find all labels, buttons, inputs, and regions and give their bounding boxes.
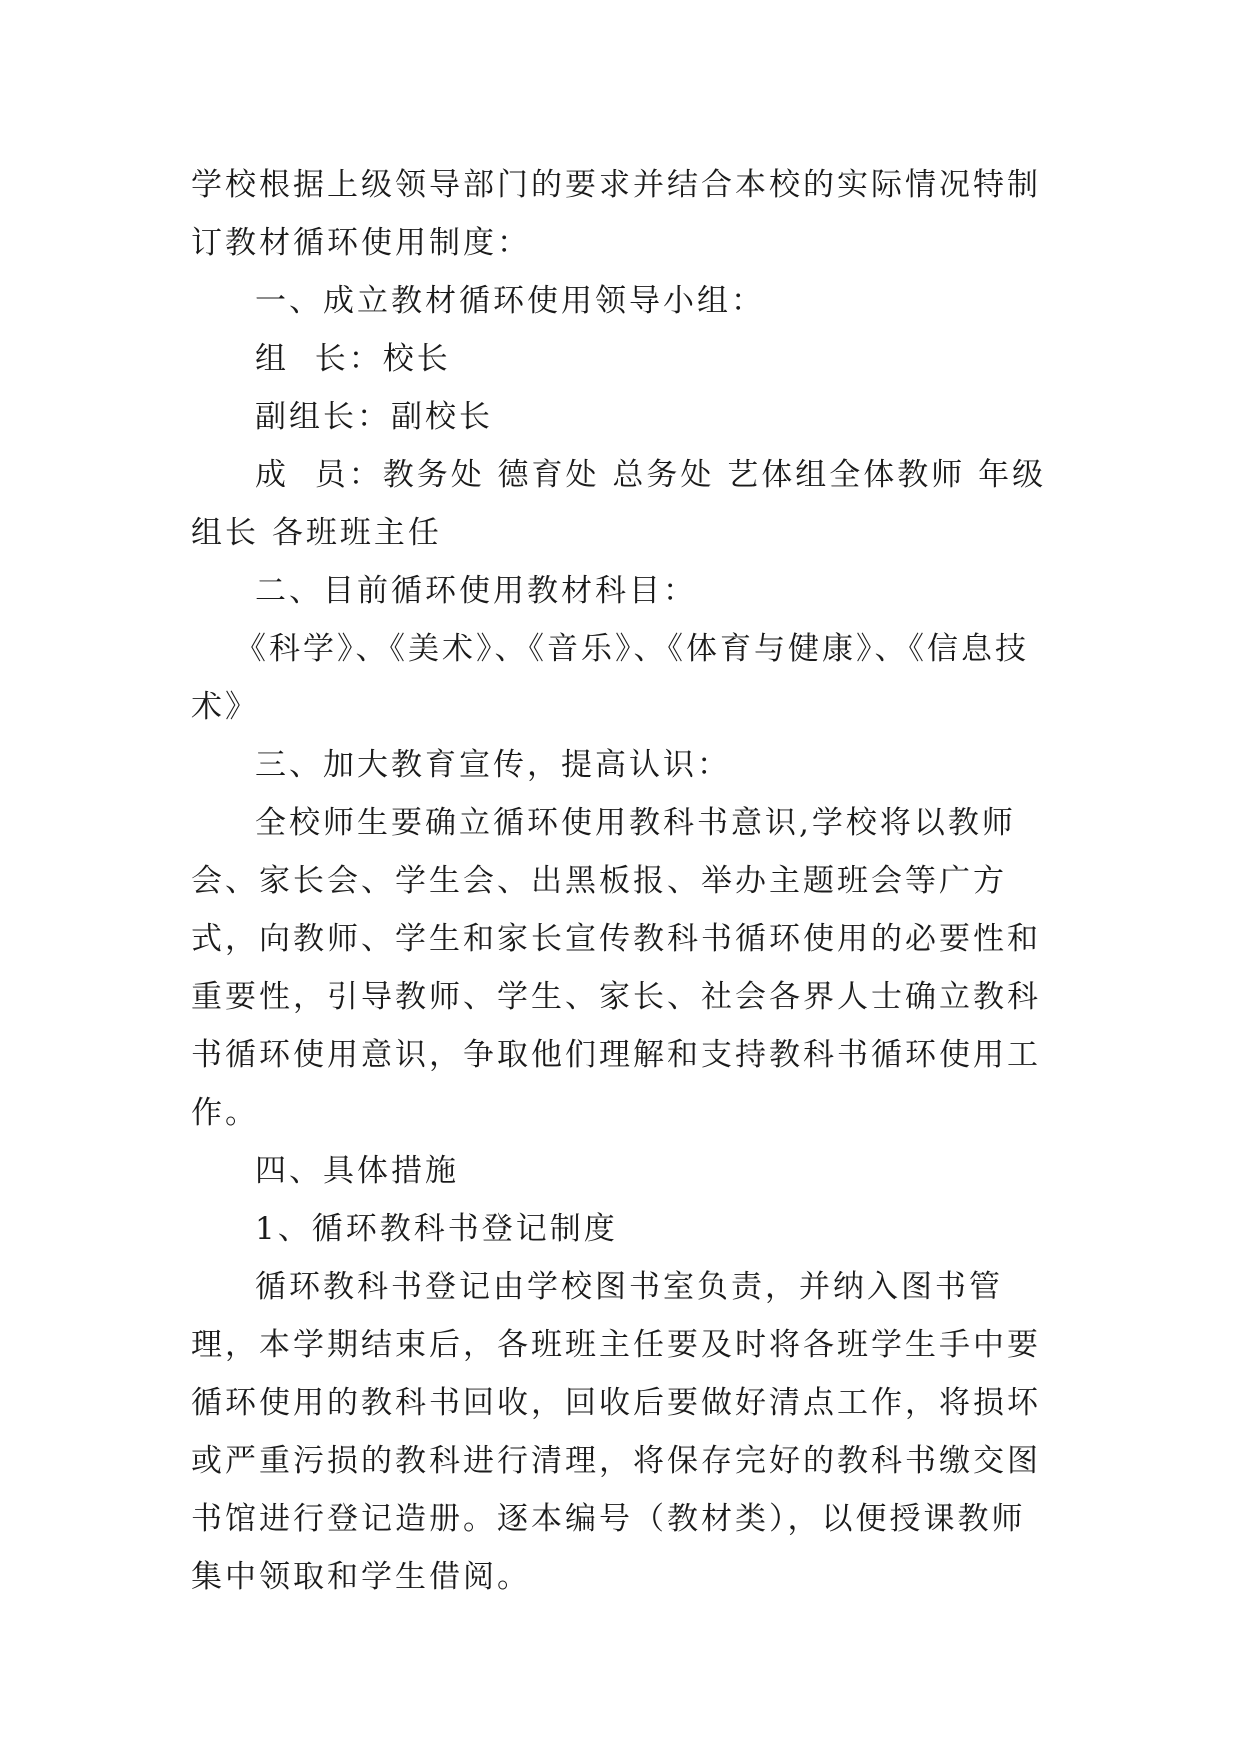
section-heading-subjects: 二、目前循环使用教材科目：: [255, 573, 697, 609]
deputy-leader-line: 副组长：副校长: [255, 399, 493, 435]
section-heading-leadership-group: 一、成立教材循环使用领导小组：: [255, 283, 765, 319]
publicity-paragraph: 全校师生要确立循环使用教科书意识,学校将以教师会、家长会、学生会、出黑板报、举办主题班会等广方式，向教师、学生和家长宣传教科书循环使用的必要性和重要性，引导教师、学生、家长、社会各界人士确立教科书循环使用意识，争取他们理解和支持教科书循环使用工作。: [191, 805, 1041, 1131]
registration-paragraph: 循环教科书登记由学校图书室负责，并纳入图书管理，本学期结束后，各班班主任要及时将各班学生手中要循环使用的教科书回收，回收后要做好清点工作，将损坏或严重污损的教科进行清理，将保存完好的教科书缴交图书馆进行登记造册。逐本编号（教材类），以便授课教师集中领取和学生借阅。: [191, 1269, 1041, 1595]
members-line: 成 员：教务处 德育处 总务处 艺体组全体教师 年级组长 各班班主任: [191, 457, 1047, 551]
subjects-list: 《科学》、《美术》、《音乐》、《体育与健康》、《信息技术》: [191, 631, 1029, 725]
intro-paragraph: 学校根据上级领导部门的要求并结合本校的实际情况特制订教材循环使用制度：: [191, 167, 1041, 261]
document-body: [191, 156, 1051, 1606]
group-leader-line: 组 长：校长: [255, 341, 451, 377]
section-heading-measures: 四、具体措施: [255, 1153, 459, 1189]
section-heading-publicity: 三、加大教育宣传，提高认识：: [255, 747, 731, 783]
subsection-heading-registration: 1、循环教科书登记制度: [255, 1211, 618, 1247]
